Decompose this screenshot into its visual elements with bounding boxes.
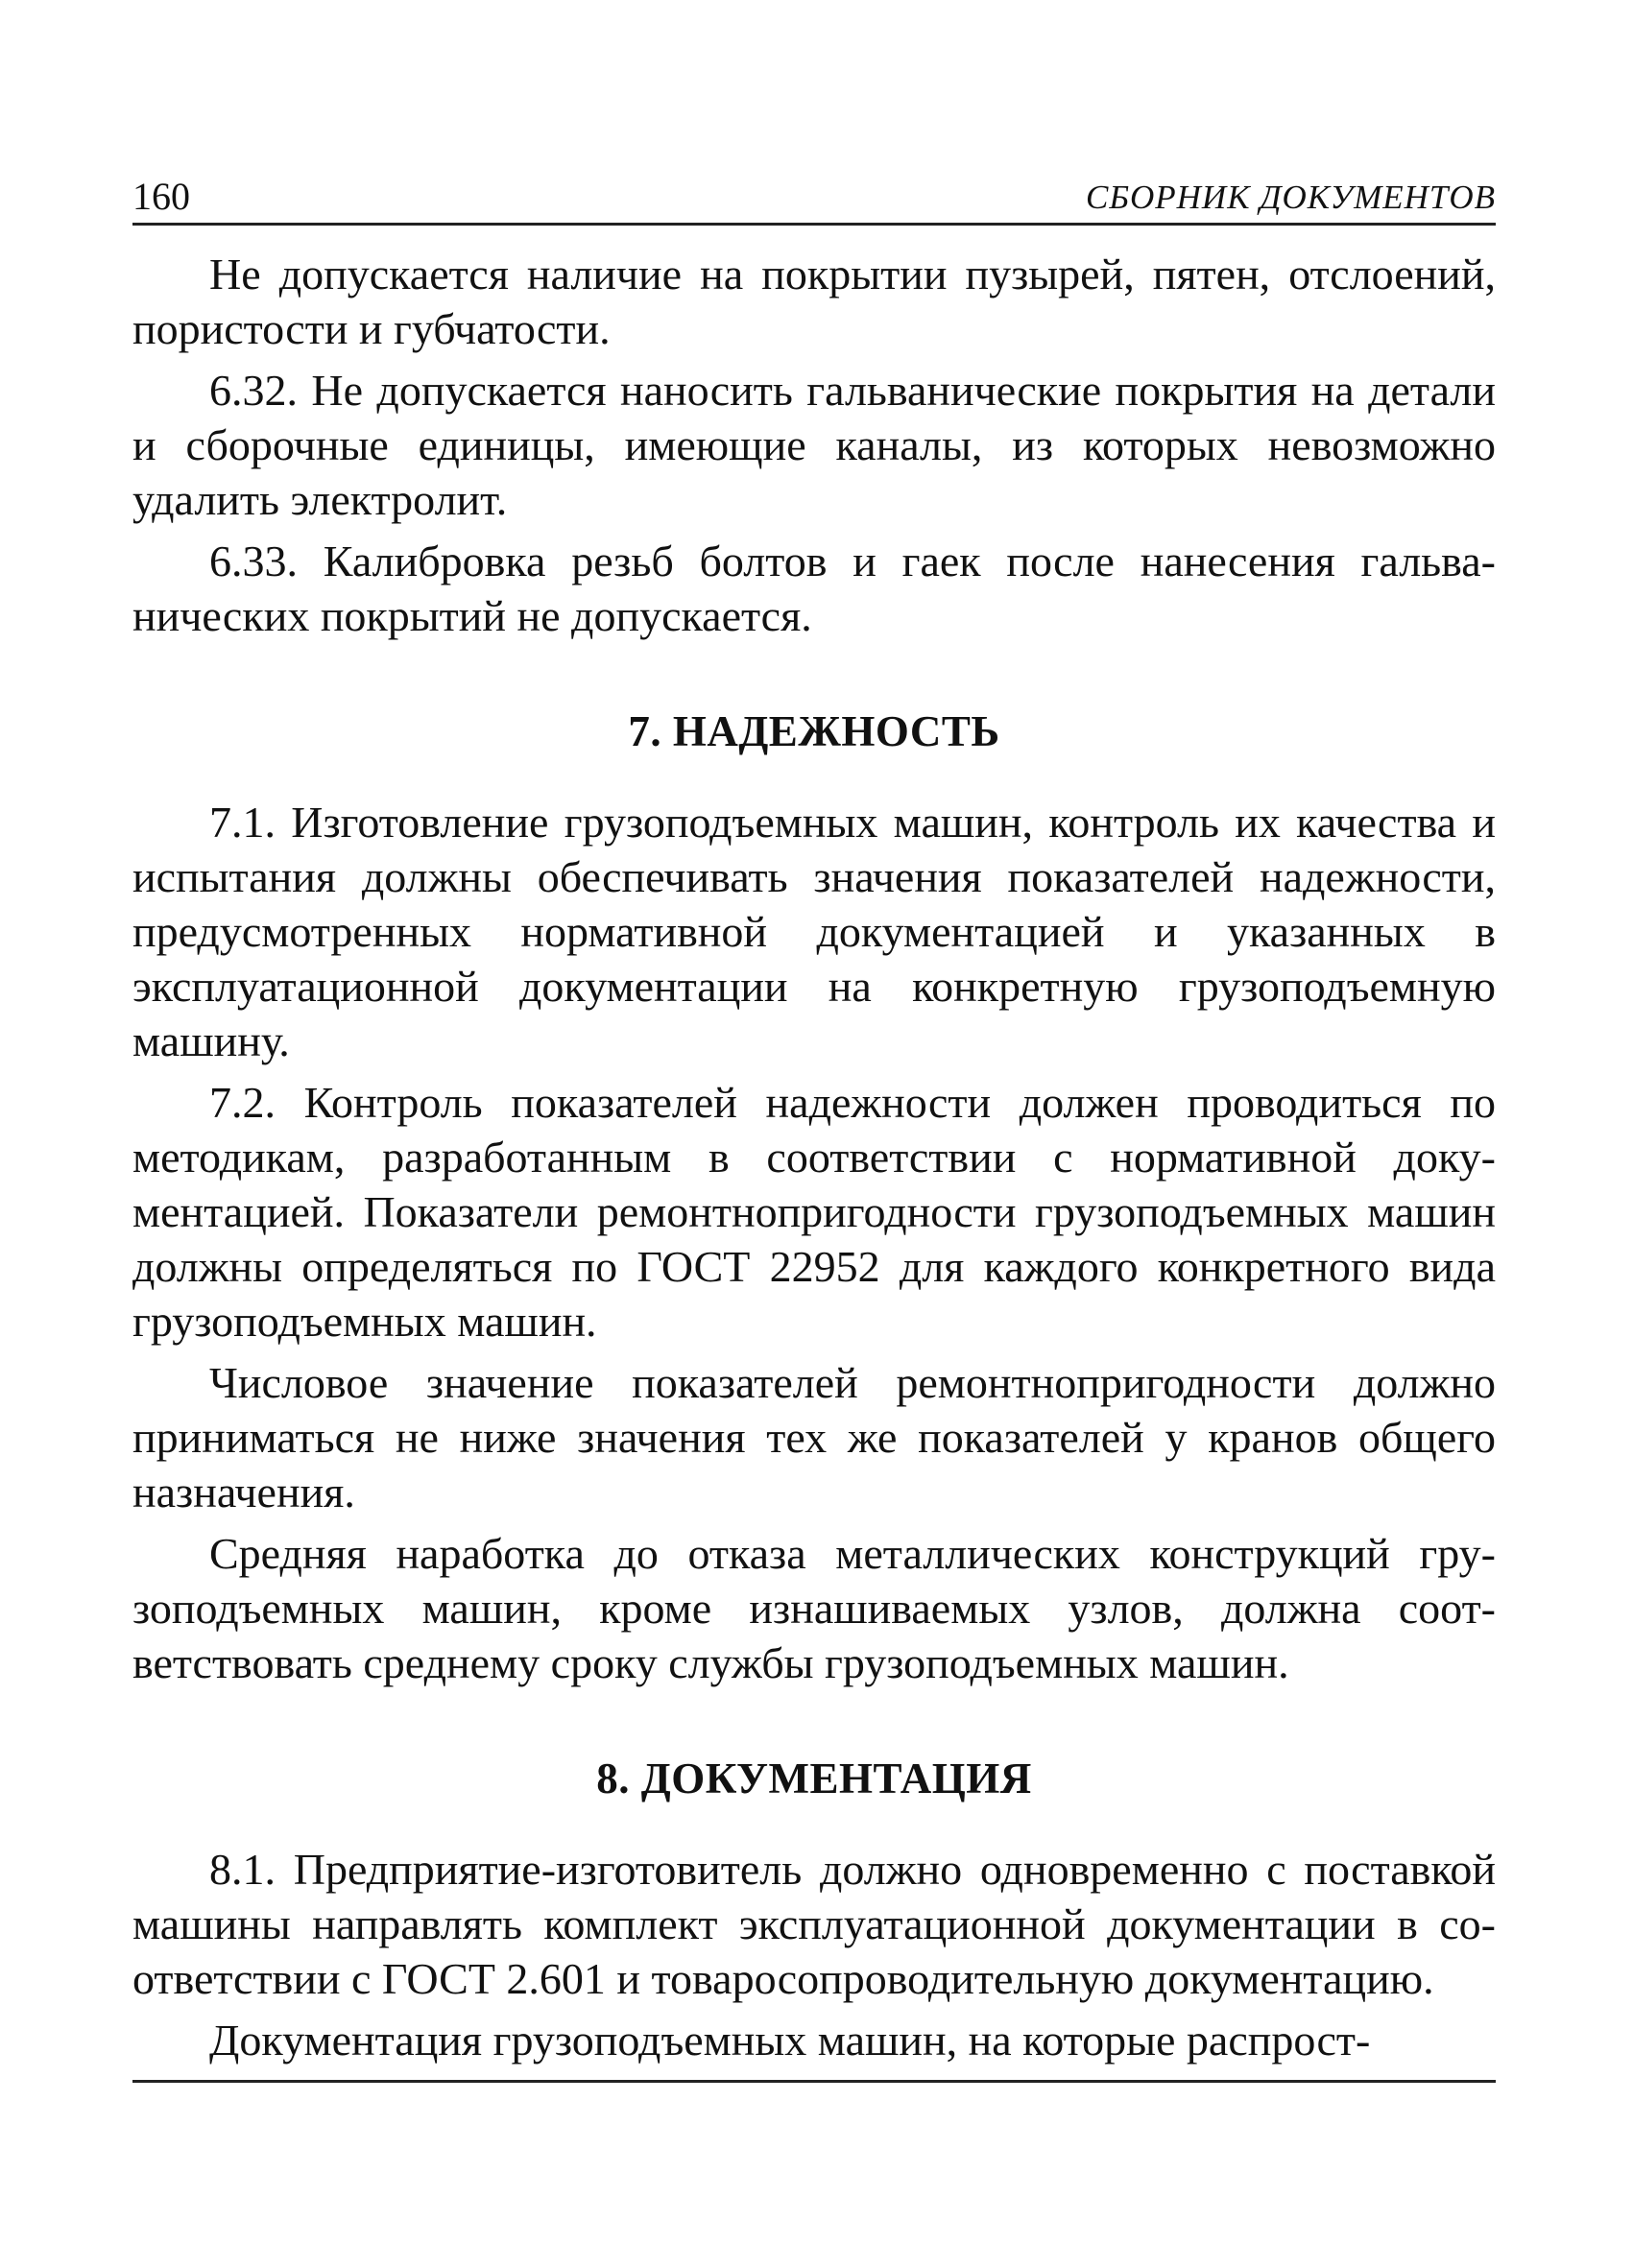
paragraph: Документация грузоподъемных машин, на которые распрост- — [209, 2016, 1371, 2065]
paragraph: Не допускается наличие на покрытии пузырей, пятен, отслоений, пористости и губчатости. — [132, 250, 1496, 353]
document-page — [132, 163, 1496, 2074]
paragraph: Средняя наработка до отказа металлических конструкций грузоподъемных машин, кроме изнашиваемых узлов, должна соответствовать среднему сроку службы грузоподъемных машин. — [132, 1529, 1496, 1687]
paragraph: 8.1. Предприятие-изготовитель должно одновременно с поставкой машины направлять комплект эксплуатационной документации в соответствии с ГОСТ 2.601 и товаросопроводительную документацию. — [132, 1845, 1496, 2003]
page-header — [132, 163, 1496, 226]
document-body — [132, 247, 1496, 2067]
running-title: СБОРНИК ДОКУМЕНТОВ — [1086, 179, 1496, 216]
paragraph: 7.1. Изготовление грузоподъемных машин, контроль их качества и испытания должны обеспечивать значения показателей надежности, предусмотренных нормативной документацией и указанных в эксплуатационной документации на конкретную грузоподъемную машину. — [132, 798, 1496, 1065]
section-heading-reliability: 7. НАДЕЖНОСТЬ — [628, 707, 1000, 755]
paragraph: 7.2. Контроль показателей надежности должен проводиться по методикам, разработанным в соответствии с нормативной документацией. Показатели ремонтнопригодности грузоподъемных машин должны определяться по ГОСТ 22952 для каждого конкретного вида грузоподъемных машин. — [132, 1078, 1496, 1346]
paragraph: 6.32. Не допускается наносить гальванические покрытия на детали и сборочные единицы, имеющие каналы, из которых невозможно удалить электролит. — [132, 366, 1496, 524]
page-number: 160 — [132, 175, 190, 218]
section-heading-documentation: 8. ДОКУМЕНТАЦИЯ — [596, 1755, 1032, 1802]
paragraph: Числовое значение показателей ремонтнопригодности должно приниматься не ниже значения тех же показателей у кранов общего назначения. — [132, 1358, 1496, 1516]
footer-divider — [132, 2080, 1496, 2083]
paragraph: 6.33. Калибровка резьб болтов и гаек после нанесения гальванических покрытий не допускается. — [132, 537, 1496, 640]
